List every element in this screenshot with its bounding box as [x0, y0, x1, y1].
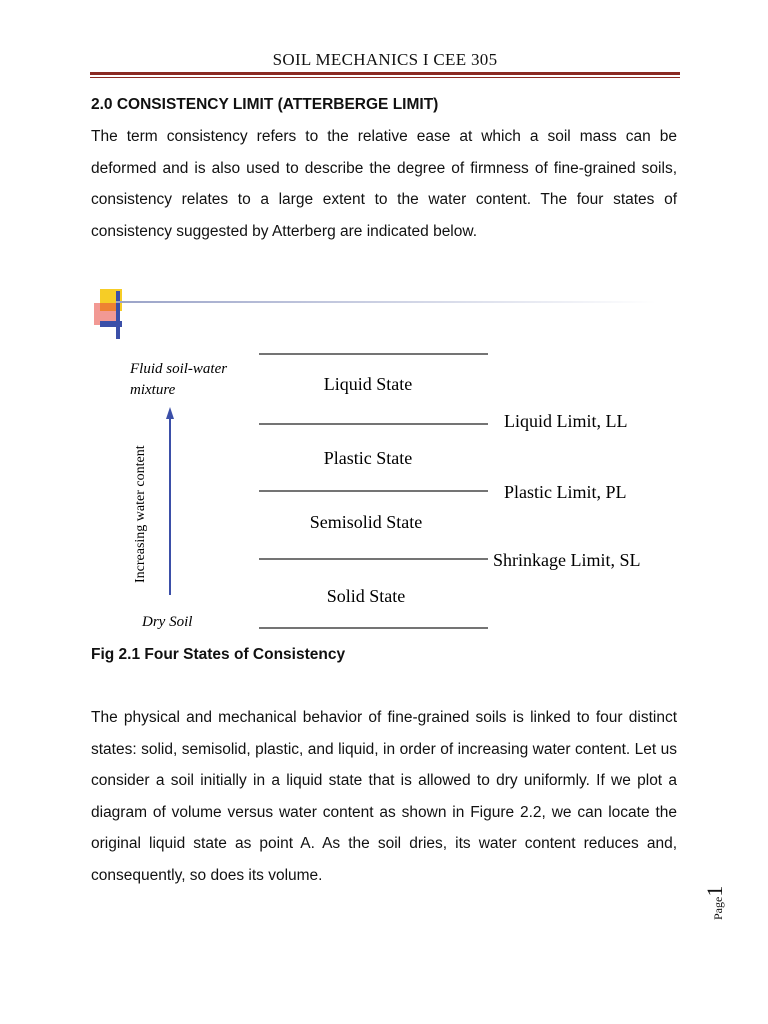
- page-header: SOIL MECHANICS I CEE 305: [272, 50, 498, 69]
- page-digit: 1: [702, 885, 727, 897]
- header-rule-thin: [90, 77, 680, 78]
- consistency-figure: [92, 285, 672, 635]
- top-label-line1: Fluid soil-water: [130, 361, 228, 377]
- limit-shrinkage: Shrinkage Limit, SL: [493, 550, 641, 570]
- header-rule: [90, 72, 680, 75]
- state-liquid: Liquid State: [323, 374, 413, 394]
- section-title: 2.0 CONSISTENCY LIMIT (ATTERBERGE LIMIT): [91, 96, 439, 113]
- state-semisolid: Semisolid State: [309, 512, 423, 532]
- accent-vertical-bar: [116, 291, 120, 339]
- accent-fade-line: [116, 301, 656, 303]
- bottom-label: Dry Soil: [142, 614, 193, 630]
- arrow-head-icon: [166, 407, 174, 419]
- axis-label: Increasing water content: [133, 445, 148, 583]
- page-number: [702, 860, 742, 920]
- figure-caption: Fig 2.1 Four States of Consistency: [91, 646, 346, 663]
- body-paragraph: The physical and mechanical behavior of fine-grained soils is linked to four distinct states: solid, semisolid, plastic, and liquid, in order of increasing water content. Let us consider a soil initially in a liquid state that is allowed to dry uniformly. If we plot a diagram of volume versus water content as shown in Figure 2.2, we can locate the original liquid state as point A. As the soil dries, its water content reduces and, consequently, so does its volume.: [91, 709, 677, 884]
- intro-paragraph: The term consistency refers to the relative ease at which a soil mass can be deformed and is also used to describe the degree of firmness of fine-grained soils, consistency relates to a large extent to the water content. The four states of consistency suggested by Atterberg are indicated below.: [91, 128, 677, 240]
- limit-liquid: Liquid Limit, LL: [504, 411, 628, 431]
- top-label-line2: mixture: [130, 382, 176, 398]
- consistency-diagram: [92, 285, 672, 635]
- page-word: Page: [711, 896, 725, 920]
- state-plastic: Plastic State: [323, 448, 413, 468]
- limit-plastic: Plastic Limit, PL: [504, 482, 627, 502]
- state-solid: Solid State: [326, 586, 406, 606]
